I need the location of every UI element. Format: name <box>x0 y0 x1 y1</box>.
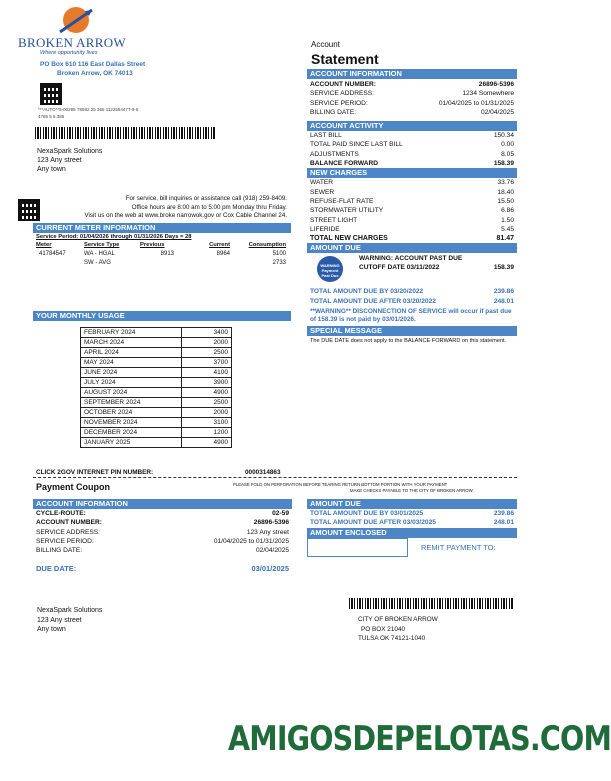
last-bill-row: LAST BILL 150.34 <box>310 132 514 140</box>
usage-row <box>81 368 232 378</box>
amount-due-header: AMOUNT DUE <box>307 243 517 253</box>
coupon-due-by-row: TOTAL AMOUNT DUE BY 03/01/2025 239.86 <box>310 510 514 517</box>
cycle-route-row: CYCLE-ROUTE: 02-59 <box>36 510 289 517</box>
customer-city: Any town <box>37 166 66 173</box>
special-message-text: The DUE DATE does not apply to the BALANCE FORWARD on this statement. <box>310 338 507 345</box>
cutoff-amount: 158.39 <box>493 264 514 272</box>
charge-row: STORMWATER UTILITY 6.86 <box>310 207 514 215</box>
usage-row <box>81 408 232 418</box>
meter-row: 41784547 WA - HGAL 8913 8964 5100 <box>39 251 286 257</box>
usage-value: 4900 <box>182 388 232 398</box>
customer-address <box>37 147 102 174</box>
usage-row <box>81 438 232 448</box>
charge-row: WATER 33.76 <box>310 179 514 187</box>
service-period-row: SERVICE PERIOD: 01/04/2025 to 01/31/2025 <box>310 99 514 107</box>
city-address-line1: PO Box 610 116 East Dallas Street <box>40 61 146 68</box>
charge-row: REFUSE-FLAT RATE 15.50 <box>310 197 514 205</box>
new-charges-header: NEW CHARGES <box>307 168 517 178</box>
city-address-line2: Broken Arrow, OK 74013 <box>57 70 133 77</box>
due-by-row: TOTAL AMOUNT DUE BY 03/20/2022 239.86 <box>310 288 514 296</box>
tagline: Where opportunity lives <box>40 50 98 56</box>
customer-name: NexaSpark Solutions <box>37 148 103 155</box>
total-new-charges-row: TOTAL NEW CHARGES 81.47 <box>310 235 514 243</box>
usage-header: YOUR MONTHLY USAGE <box>33 311 291 321</box>
account-info-header: ACCOUNT INFORMATION <box>307 69 517 79</box>
usage-month: NOVEMBER 2024 <box>81 418 182 428</box>
total-paid-row: TOTAL PAID SINCE LAST BILL 0.00 <box>310 141 514 149</box>
mail-code-2: 4785 5 5.385 <box>38 114 65 119</box>
fold-note-2: MAKE CHECKS PAYABLE TO THE CITY OF BROKEN ARROW. <box>350 488 474 493</box>
barcode-icon <box>349 598 514 609</box>
logo-name: BROKEN ARROW <box>18 35 126 50</box>
usage-value: 4900 <box>182 438 232 448</box>
meter-table-header: Meter Service Type Previous Current Consumption <box>36 242 286 248</box>
barcode-icon <box>35 127 215 139</box>
usage-month: MARCH 2024 <box>81 338 182 348</box>
usage-month: JUNE 2024 <box>81 368 182 378</box>
usage-value: 3700 <box>182 358 232 368</box>
pin-value: 0000314863 <box>245 469 281 476</box>
usage-value: 2000 <box>182 408 232 418</box>
logo-arrow-icon <box>56 4 96 36</box>
usage-row <box>81 328 232 338</box>
usage-value: 2500 <box>182 348 232 358</box>
usage-month: SEPTEMBER 2024 <box>81 398 182 408</box>
coupon-amount-due-header: AMOUNT DUE <box>307 499 517 509</box>
remit-address: CITY OF BROKEN ARROW PO BOX 21040 TULSA OK 74121-1040 <box>358 616 438 642</box>
usage-value: 3900 <box>182 378 232 388</box>
usage-month: MAY 2024 <box>81 358 182 368</box>
qr-code-icon <box>18 199 40 221</box>
logo <box>18 4 138 54</box>
meter-row: SW - AVG 2733 <box>84 260 286 266</box>
usage-month: FEBRUARY 2024 <box>81 328 182 338</box>
usage-row <box>81 358 232 368</box>
coupon-amount-due <box>307 499 517 560</box>
usage-value: 1200 <box>182 428 232 438</box>
usage-row <box>81 378 232 388</box>
account-activity-header: ACCOUNT ACTIVITY <box>307 121 517 131</box>
customer-street: 123 Any street <box>37 157 82 164</box>
usage-value: 2000 <box>182 338 232 348</box>
usage-value: 2500 <box>182 398 232 408</box>
amount-enclosed-header: AMOUNT ENCLOSED <box>307 528 517 538</box>
service-note: For service, bill inquiries or assistance call (918) 259-8409. Office hours are 8:00 am to 5:00 pm Monday thru Friday. Visit us on the web at www.broke narrowok.gov or Cox Cable Channel 24. <box>84 195 287 219</box>
usage-table <box>80 327 232 448</box>
amount-enclosed-input[interactable] <box>307 538 408 557</box>
past-due-badge-icon: WARNING Payment Past Due <box>317 256 343 282</box>
coupon-account-info <box>33 499 292 574</box>
usage-month: APRIL 2024 <box>81 348 182 358</box>
meter-header: CURRENT METER INFORMATION <box>33 223 291 233</box>
usage-row <box>81 348 232 358</box>
coupon-due-after-row: TOTAL AMOUNT DUE AFTER 03/03/2025 248.01 <box>310 519 514 527</box>
coupon-account-number-row: ACCOUNT NUMBER: 26896-5396 <box>36 519 289 527</box>
coupon-service-address-row: SERVICE ADDRESS: 123 Any street <box>36 528 289 536</box>
usage-value: 3400 <box>182 328 232 338</box>
coupon-billing-date-row: BILLING DATE: 02/04/2025 <box>36 547 289 555</box>
coupon-title: Payment Coupon <box>36 482 111 492</box>
qr-code-icon <box>40 83 62 105</box>
meter-section <box>33 223 291 269</box>
right-column <box>307 69 517 348</box>
charge-row: LIFERIDE 5.45 <box>310 225 514 233</box>
service-period: Service Period: 01/04/2026 through 01/31/2026 Days = 28 <box>36 234 192 240</box>
due-after-row: TOTAL AMOUNT DUE AFTER 03/20/2022 248.01 <box>310 297 514 305</box>
coupon-service-period-row: SERVICE PERIOD: 01/04/2025 to 01/31/2025 <box>36 537 289 545</box>
adjustments-row: ADJUSTMENTS 8.05 <box>310 150 514 158</box>
account-word: Account <box>311 40 340 49</box>
charge-row: STREET LIGHT 1.50 <box>310 216 514 224</box>
watermark-text: AMIGOSDEPELOTAS.COM <box>228 719 611 759</box>
usage-month: DECEMBER 2024 <box>81 428 182 438</box>
coupon-customer-address: NexaSpark Solutions 123 Any street Any town <box>37 607 103 633</box>
usage-value: 3100 <box>182 418 232 428</box>
special-message-header: SPECIAL MESSAGE <box>307 326 517 336</box>
usage-row <box>81 418 232 428</box>
charge-row: SEWER 18.40 <box>310 188 514 196</box>
perforation-line <box>33 477 517 478</box>
usage-row <box>81 338 232 348</box>
coupon-info-header: ACCOUNT INFORMATION <box>33 499 292 509</box>
pin-label: CLICK 2GOV INTERNET PIN NUMBER: <box>36 469 154 476</box>
usage-month: OCTOBER 2024 <box>81 408 182 418</box>
account-number-row: ACCOUNT NUMBER: 26896-5396 <box>310 81 514 88</box>
remit-label: REMIT PAYMENT TO: <box>421 542 496 552</box>
billing-date-row: BILLING DATE: 02/04/2025 <box>310 108 514 116</box>
usage-month: AUGUST 2024 <box>81 388 182 398</box>
past-due-warning: WARNING: ACCOUNT PAST DUE <box>359 255 463 263</box>
usage-value: 4100 <box>182 368 232 378</box>
usage-row <box>81 398 232 408</box>
usage-month: JANUARY 2025 <box>81 438 182 448</box>
cutoff-date: CUTOFF DATE 03/11/2022 <box>359 264 440 272</box>
usage-row <box>81 388 232 398</box>
coupon-due-date-row: DUE DATE: 03/01/2025 <box>36 564 289 574</box>
disconnect-warning: **WARNING** DISCONNECTION OF SERVICE will occur if past due of 158.39 is not paid by 03/01/2026. <box>310 308 512 324</box>
usage-month: JULY 2024 <box>81 378 182 388</box>
service-address-row: SERVICE ADDRESS: 1234 Somewhere <box>310 90 514 98</box>
statement-title: Statement <box>311 51 379 67</box>
balance-forward-row: BALANCE FORWARD 158.39 <box>310 160 514 168</box>
fold-note: PLEASE FOLD ON PERFORATION BEFORE TEARING RETURN BOTTOM PORTION WITH YOUR PAYMENT <box>233 482 448 487</box>
usage-row <box>81 428 232 438</box>
mail-code: ***AUTO**5-00285 78592 25 365 112255447T-9-6 <box>38 107 139 112</box>
